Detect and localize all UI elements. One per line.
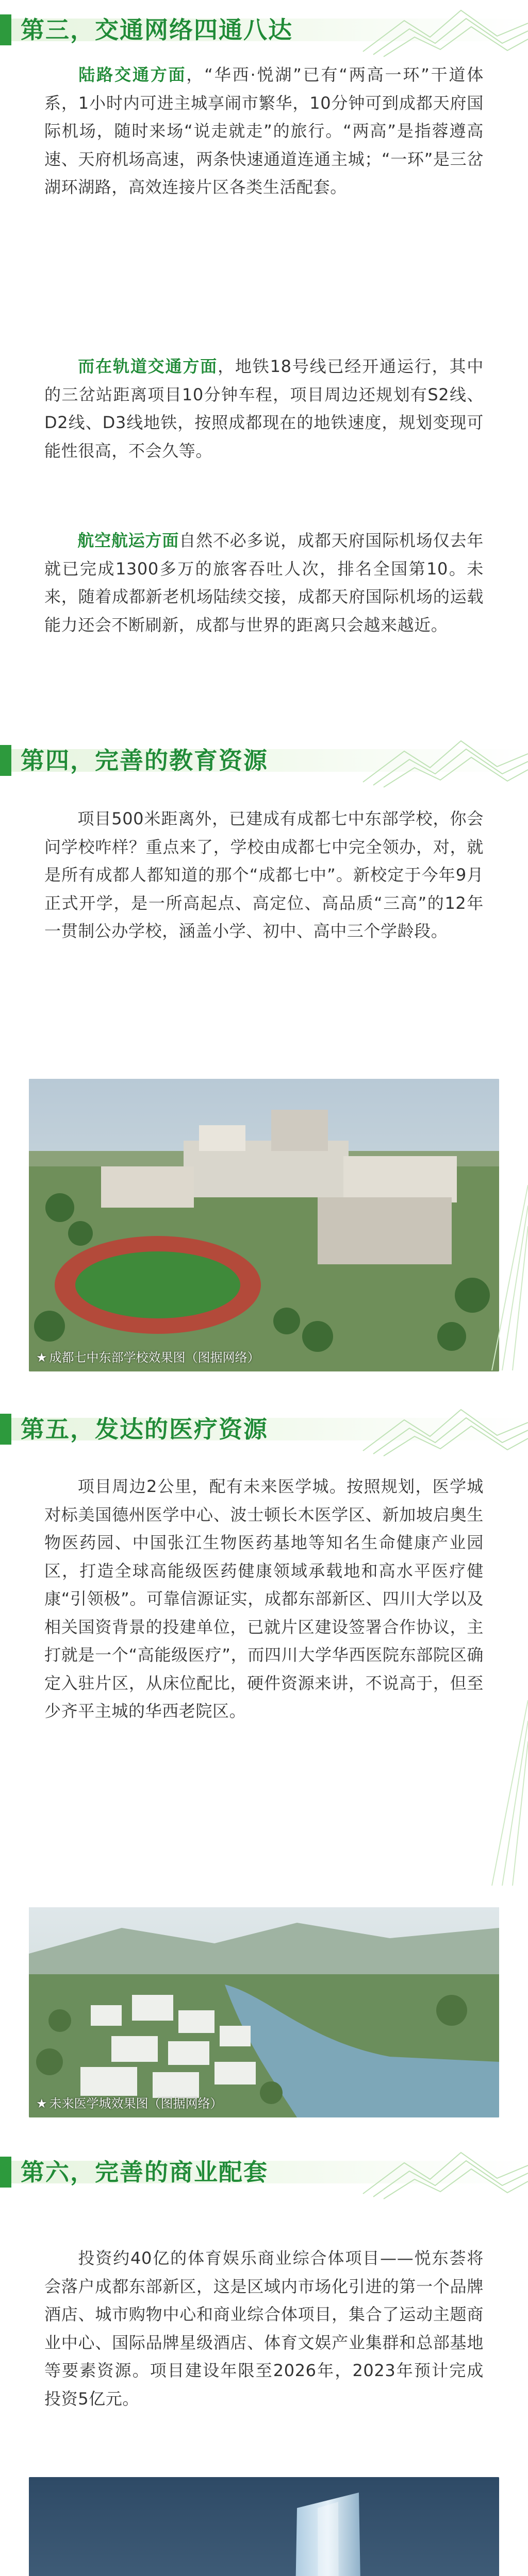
paragraph-body: 项目500米距离外，已建成有成都七中东部学校，你会问学校咋样？重点来了，学校由成都七中完全领办，对，就是所有成都人都知道的那个“成都七中”。新校定于今年9月正式开学，是一所高起点、高定位、高品质“三高”的12年一贯制公办学校，涵盖小学、初中、高中三个学龄段。 [44,809,484,941]
paragraph-lead: 陆路交通方面 [77,65,187,84]
paragraph-body: 自然不必多说，成都天府国际机场仅去年就已完成1300多万的旅客吞吐人次，排名全国第10。未来，随着成都新老机场陆续交接，成都天府国际机场的运载能力还会不断刷新，成都与世界的距离只会越来越近。 [44,531,484,635]
mountain-lines-icon [342,1399,528,1457]
school-campus-illustration [29,1079,499,1371]
section-heading-transport [0,0,528,58]
paragraph-lead: 而在轨道交通方面 [77,357,218,376]
side-decoration-lines [482,1185,528,1370]
paragraph-body: ，地铁18号线已经开通运行，其中的三岔站距离项目10分钟车程，项目周边还规划有S2线、D2线、D3线地铁，按照成都现在的地铁速度，规划变现可能性很高，不会久等。 [44,357,484,461]
heading-accent-bar [0,1414,11,1445]
medical-city-illustration [29,1907,499,2117]
paragraph-body: ，“华西·悦湖”已有“两高一环”干道体系，1小时内可进主城享闹市繁华，10分钟可到成都天府国际机场，随时来场“说走就走”的旅行。“两高”是指蓉遵高速、天府机场高速，两条快速通道连通主城；“一环”是三岔湖环湖路，高效连接片区各类生活配套。 [44,65,484,197]
paragraph-road-transport [44,61,484,201]
side-decoration-lines [482,1700,528,1886]
medical-city-rendering-image [29,1907,499,2117]
heading-accent-bar [0,745,11,776]
paragraph-air-transport [44,527,484,639]
section-title: 第五，发达的医疗资源 [21,1415,268,1443]
yuedonghui-rendering-image [29,2477,499,2576]
image-caption: ★ 未来医学城效果图（图据网络） [36,2096,223,2111]
section-title: 第四，完善的教育资源 [21,747,268,774]
section-heading-commerce [0,2142,528,2200]
paragraph-medical-city [44,1472,484,1725]
mountain-lines-icon [342,731,528,788]
paragraph-school [44,805,484,945]
image-caption: ★ 成都七中东部学校效果图（图据网络） [36,1350,260,1365]
mountain-lines-icon [342,2142,528,2200]
skyscraper-illustration [29,2477,499,2576]
star-icon: ★ [36,1350,47,1365]
school-rendering-image [29,1079,499,1371]
mountain-lines-icon [342,0,528,58]
section-heading-medical [0,1399,528,1457]
paragraph-body: 投资约40亿的体育娱乐商业综合体项目——悦东荟将会落户成都东部新区，这是区域内市场化引进的第一个品牌酒店、城市购物中心和商业综合体项目，集合了运动主题商业中心、国际品牌星级酒店、体育文娱产业集群和总部基地等要素资源。项目建设年限至2026年，2023年预计完成投资5亿元。 [44,2248,484,2409]
section-title: 第六，完善的商业配套 [21,2158,268,2186]
star-icon: ★ [36,2096,47,2111]
paragraph-body: 项目周边2公里，配有未来医学城。按照规划，医学城对标美国德州医学中心、波士顿长木医学区、新加坡启奥生物医药园、中国张江生物医药基地等知名生命健康产业园区，打造全球高能级医药健康领域承载地和高水平医疗健康“引领极”。可靠信源证实，成都东部新区、四川大学以及相关国资背景的投建单位，已就片区建设签署合作协议，主打就是一个“高能级医疗”，而四川大学华西医院东部院区确定入驻片区，从床位配比，硬件资源来讲，不说高于，但至少齐平主城的华西老院区。 [44,1477,484,1721]
paragraph-rail-transport [44,352,484,465]
section-title: 第三，交通网络四通八达 [21,16,293,44]
heading-accent-bar [0,14,11,45]
section-heading-education [0,731,528,788]
paragraph-lead: 航空航运方面 [77,531,179,550]
heading-accent-bar [0,2157,11,2188]
paragraph-commercial-complex [44,2244,484,2413]
